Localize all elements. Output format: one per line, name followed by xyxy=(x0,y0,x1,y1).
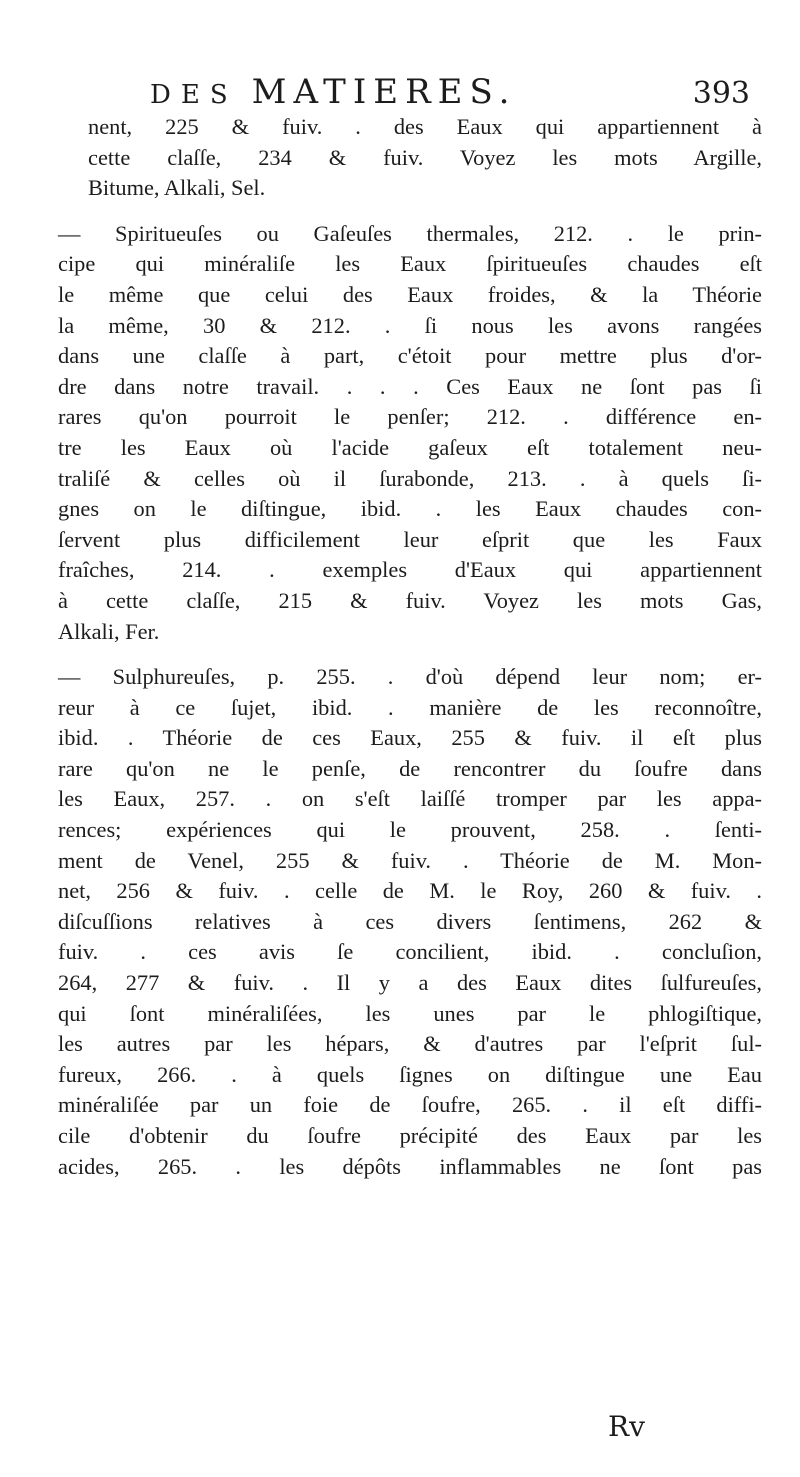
text-line: net, 256 & fuiv. . celle de M. le Roy, 260 & fuiv. . xyxy=(58,878,762,904)
text-line: fraîches, 214. . exemples d'Eaux qui appartiennent xyxy=(58,557,762,583)
text-line: rences; expériences qui le prouvent, 258. . ſenti- xyxy=(58,817,762,843)
text-line: 264, 277 & fuiv. . Il y a des Eaux dites ſulfureuſes, xyxy=(58,970,762,996)
text-line: nent, 225 & fuiv. . des Eaux qui appartiennent à xyxy=(88,114,762,139)
text-line: Bitume, Alkali, Sel. xyxy=(88,175,266,201)
text-line: ment de Venel, 255 & fuiv. . Théorie de M. Mon- xyxy=(58,847,762,873)
text-line: Alkali, Fer. xyxy=(58,618,160,644)
text-line: les autres par les hépars, & d'autres par l'eſprit ſul- xyxy=(58,1031,762,1057)
text-line: — Sulphureuſes, p. 255. . d'où dépend leur nom; er- xyxy=(58,664,762,690)
index-text xyxy=(58,112,762,1182)
index-entry-spiritueuses xyxy=(58,219,762,647)
text-line: gnes on le diſtingue, ibid. . les Eaux chaudes con- xyxy=(58,496,762,522)
text-line: fureux, 266. . à quels ſignes on diſtingue une Eau xyxy=(58,1061,762,1087)
text-line: le même que celui des Eaux froides, & la Théorie xyxy=(58,281,762,307)
text-line: traliſé & celles où il ſurabonde, 213. . à quels ſi- xyxy=(58,465,762,491)
text-line: rare qu'on ne le penſe, de rencontrer du ſoufre dans xyxy=(58,755,762,781)
text-line: — Spiritueuſes ou Gaſeuſes thermales, 212. . le prin- xyxy=(58,220,762,246)
text-line: dans une claſſe à part, c'étoit pour mettre plus d'or- xyxy=(58,343,762,369)
text-line: les Eaux, 257. . on s'eſt laiſſé tromper par les appa- xyxy=(58,786,762,812)
text-line: ibid. . Théorie de ces Eaux, 255 & fuiv. il eſt plus xyxy=(58,725,762,751)
text-line: cette claſſe, 234 & fuiv. Voyez les mots Argille, xyxy=(88,144,762,170)
index-entry-sulphureuses xyxy=(58,662,762,1182)
header-des: DES xyxy=(150,80,238,110)
text-line: reur à ce ſujet, ibid. . manière de les reconnoître, xyxy=(58,694,762,720)
text-line: acides, 265. . les dépôts inflammables ne ſont pas xyxy=(58,1153,762,1179)
signature-mark: Rv xyxy=(608,1410,645,1443)
text-line: rares qu'on pourroit le penſer; 212. . différence en- xyxy=(58,404,762,430)
text-line: cile d'obtenir du ſoufre précipité des Eaux par les xyxy=(58,1123,762,1148)
text-line: dre dans notre travail. . . . Ces Eaux ne ſont pas ſi xyxy=(58,373,762,399)
text-line: à cette claſſe, 215 & fuiv. Voyez les mots Gas, xyxy=(58,587,762,613)
text-line: ſervent plus difficilement leur eſprit que les Faux xyxy=(58,526,762,552)
text-line: fuiv. . ces avis ſe concilient, ibid. . concluſion, xyxy=(58,939,762,965)
text-line: tre les Eaux où l'acide gaſeux eſt totalement neu- xyxy=(58,434,762,460)
text-line: minéraliſée par un foie de ſoufre, 265. . il eſt diffi- xyxy=(58,1092,762,1118)
page-number: 393 xyxy=(692,76,750,111)
running-header xyxy=(150,72,750,112)
text-line: qui ſont minéraliſées, les unes par le phlogiſtique, xyxy=(58,1000,762,1026)
text-line: cipe qui minéraliſe les Eaux ſpiritueuſes chaudes eſt xyxy=(58,251,762,277)
header-matieres: MATIERES. xyxy=(251,72,517,112)
index-entry-continued xyxy=(58,112,762,204)
text-line: diſcuſſions relatives à ces divers ſentimens, 262 & xyxy=(58,908,762,934)
text-line: la même, 30 & 212. . ſi nous les avons rangées xyxy=(58,312,762,338)
